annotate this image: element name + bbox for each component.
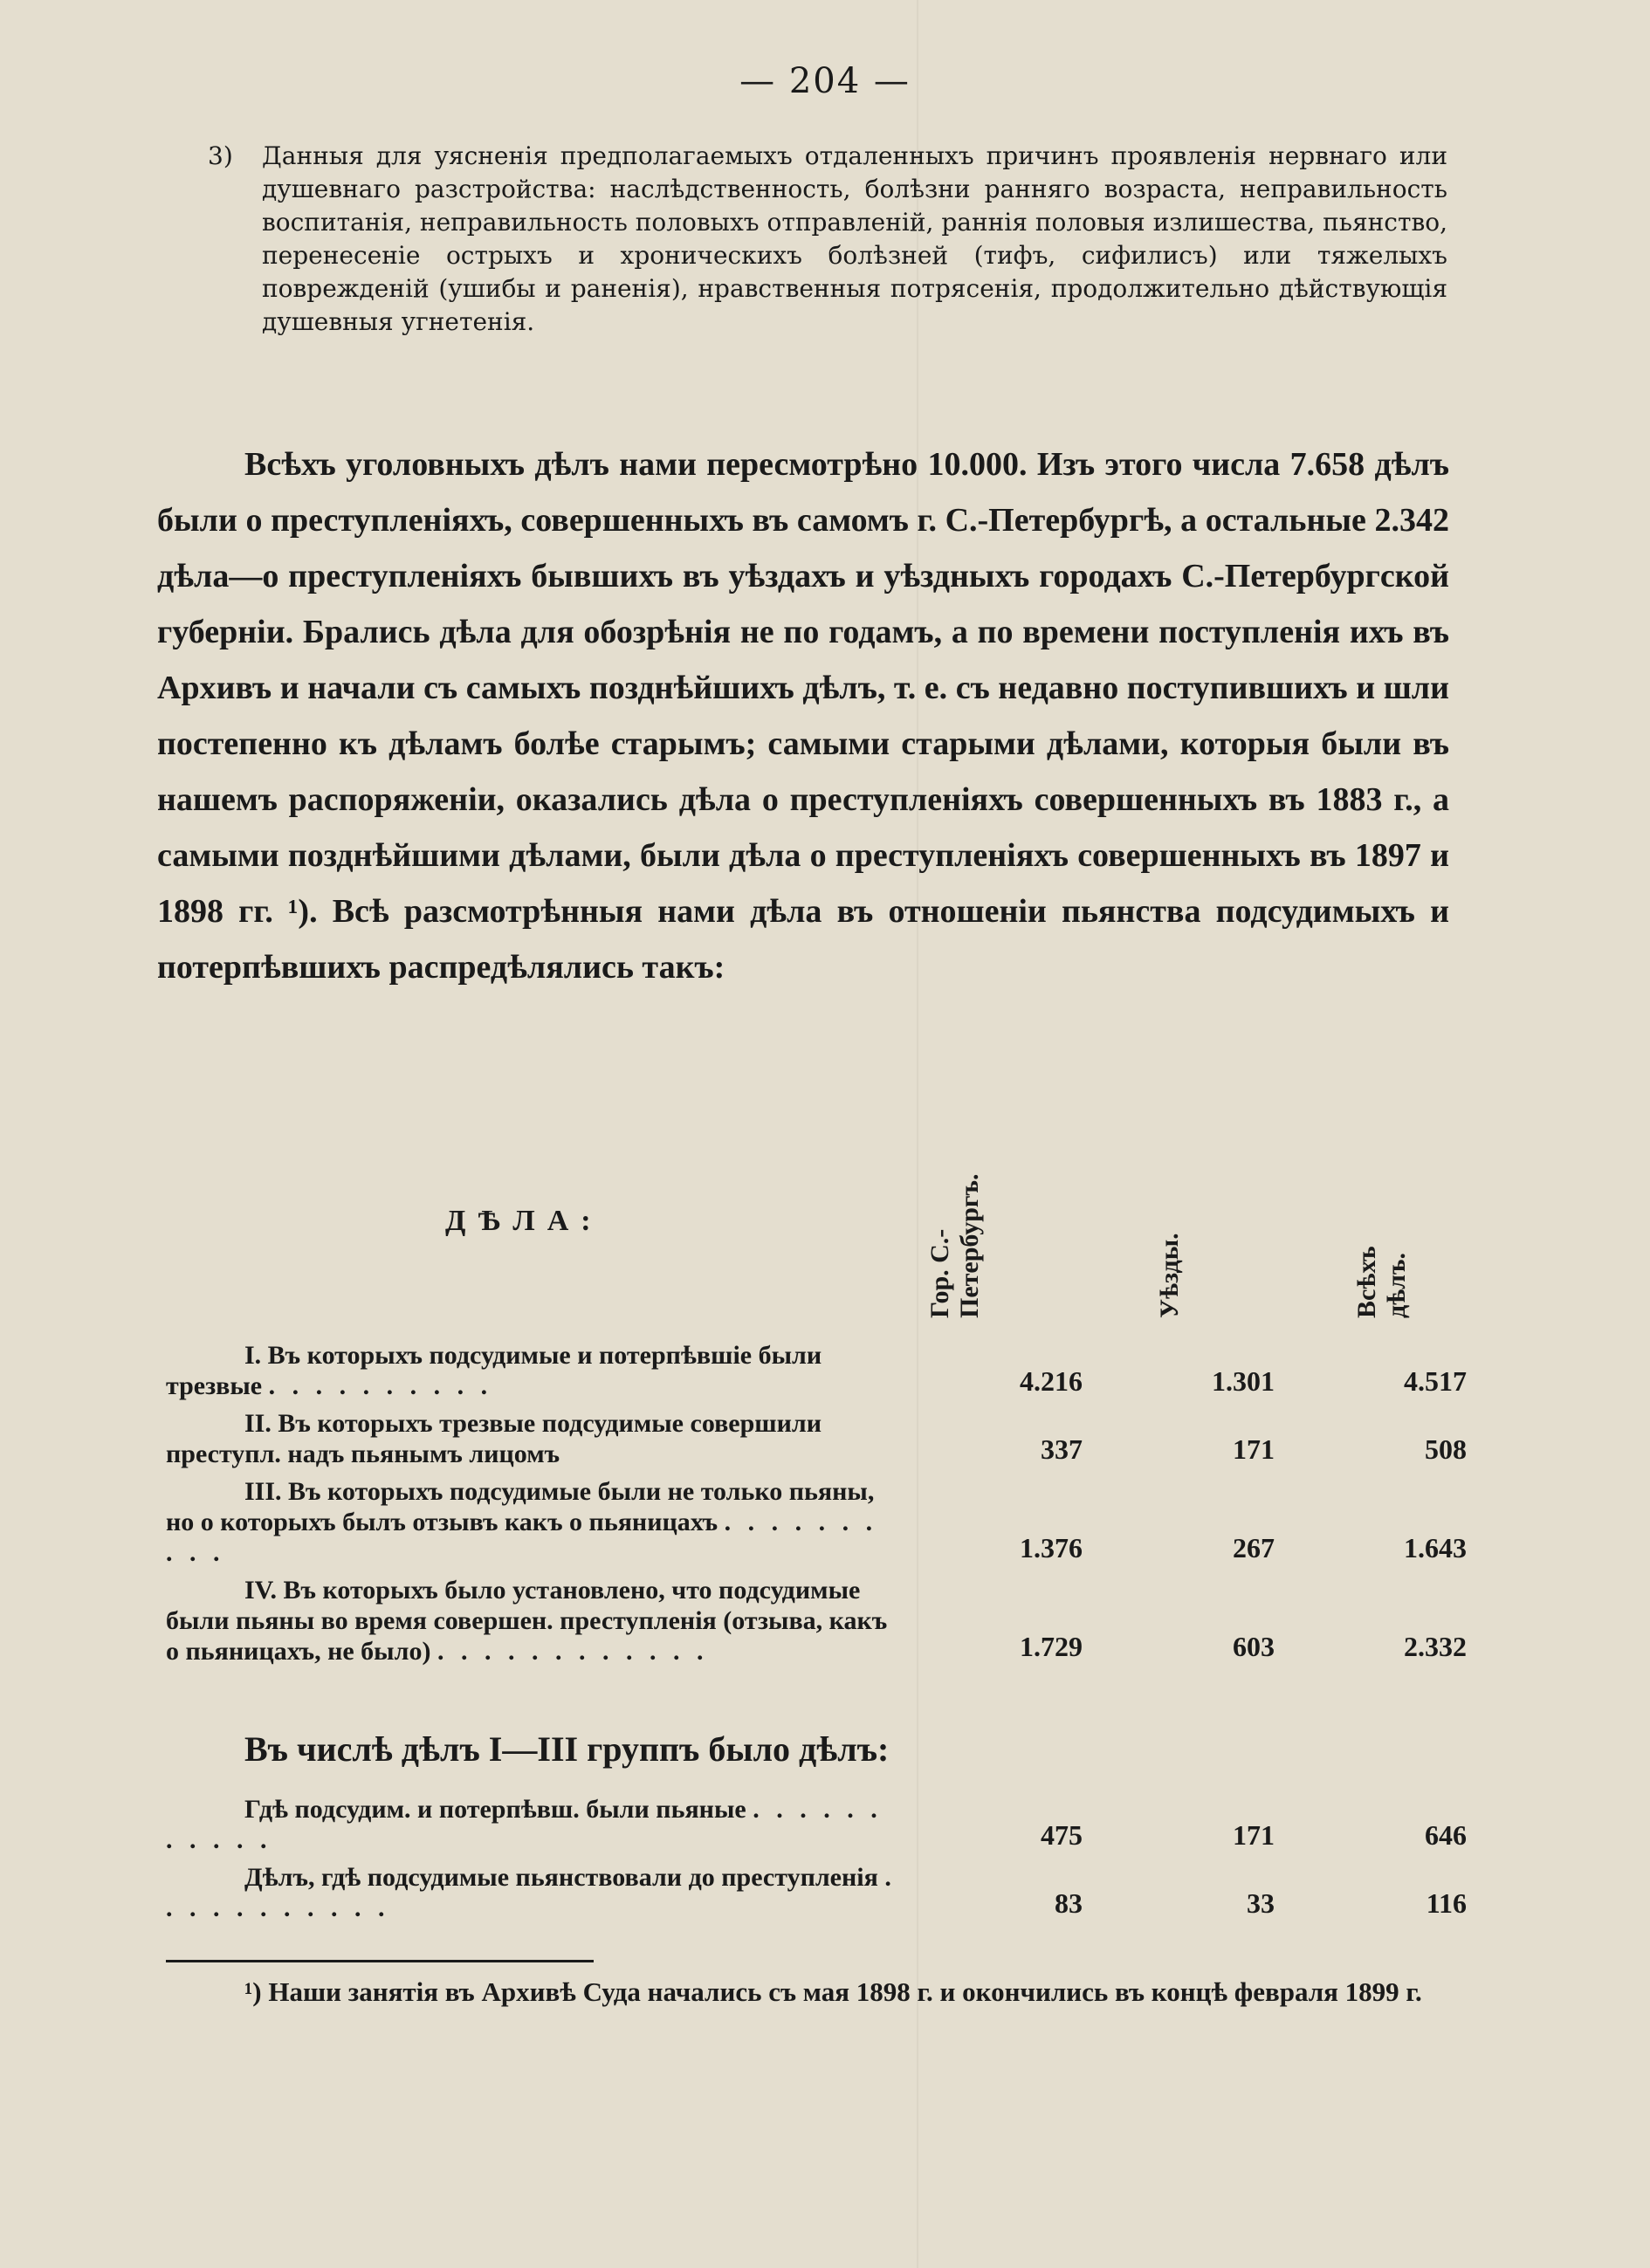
item-3-number: 3) — [208, 141, 233, 170]
row-label: IV. Въ которыхъ было установлено, что подсудимые были пьяны во время совершен. преступленія (отзыва, какъ о пьяницахъ, не было) — [166, 1576, 888, 1666]
cell-petersburg: 475 — [1041, 1819, 1083, 1851]
cell-petersburg: 4.216 — [1020, 1365, 1083, 1397]
cell-petersburg: 83 — [1055, 1887, 1083, 1919]
table-row — [166, 1862, 1467, 1930]
page-number: — 204 — — [739, 61, 911, 101]
table-header — [157, 1135, 1449, 1318]
item-3 — [208, 140, 1447, 339]
cell-petersburg: 1.729 — [1020, 1631, 1083, 1662]
table-label: ДѢЛА: — [445, 1205, 603, 1237]
column-header-total: Всѣхъ дѣлъ. — [1352, 1246, 1411, 1318]
cell-total: 4.517 — [1404, 1365, 1467, 1397]
cell-uezdy: 33 — [1247, 1887, 1275, 1919]
cell-total: 646 — [1425, 1819, 1467, 1851]
cell-total: 1.643 — [1404, 1532, 1467, 1564]
cell-total: 2.332 — [1404, 1631, 1467, 1662]
subheading: Въ числѣ дѣлъ I—III группъ было дѣлъ: — [244, 1729, 890, 1769]
table-row — [166, 1408, 1467, 1476]
statistics-table — [166, 1340, 1467, 1674]
table-row — [166, 1340, 1467, 1408]
leader-dots: . . . . . . . . . . . . — [437, 1637, 709, 1666]
main-paragraph: Всѣхъ уголовныхъ дѣлъ нами пересмотрѣно 10.000. Изъ этого числа 7.658 дѣлъ были о преступленіяхъ, совершенныхъ въ самомъ г. С.-Петербургѣ, а остальные 2.342 дѣла—о преступленіяхъ бывшихъ въ уѣздахъ и уѣздныхъ городахъ С.-Петербургской губерніи. Брались дѣла для обозрѣнія не по годамъ, а по времени поступленія ихъ въ Архивъ и начали съ самыхъ позднѣйшихъ дѣлъ, т. е. съ недавно поступившихъ и шли постепенно къ дѣламъ болѣе старымъ; самыми старыми дѣлами, которыя были въ нашемъ распоряженіи, оказались дѣла о преступленіяхъ совершенныхъ въ 1883 г., а самыми позднѣйшими дѣлами, были дѣла о преступленіяхъ совершенныхъ въ 1897 и 1898 гг. ¹). Всѣ разсмотрѣнныя нами дѣла въ отношеніи пьянства подсудимыхъ и потерпѣвшихъ распредѣлялись такъ: — [157, 446, 1449, 986]
statistics-subtable — [166, 1794, 1467, 1930]
leader-dots: . . . . . . . . . . . — [166, 1863, 897, 1922]
cell-petersburg: 1.376 — [1020, 1532, 1083, 1564]
column-header-petersburg: Гор. С.-Петербургъ. — [925, 1173, 984, 1318]
row-label: Гдѣ подсудим. и потерпѣвш. были пьяные — [244, 1795, 746, 1824]
leader-dots: . . . . . . . . . . — [166, 1508, 878, 1567]
cell-total: 508 — [1425, 1433, 1467, 1465]
leader-dots: . . . . . . . . . . . — [166, 1795, 883, 1854]
cell-uezdy: 171 — [1233, 1819, 1275, 1851]
cell-uezdy: 603 — [1233, 1631, 1275, 1662]
row-label: II. Въ которыхъ трезвые подсудимые совершили преступл. надъ пьянымъ лицомъ — [166, 1409, 822, 1468]
table-row — [166, 1794, 1467, 1862]
row-label: I. Въ которыхъ подсудимые и потерпѣвшіе были трезвые — [166, 1341, 822, 1400]
footnote-rule — [166, 1960, 594, 1962]
row-label: Дѣлъ, гдѣ подсудимые пьянствовали до преступленія — [244, 1863, 878, 1892]
cell-petersburg: 337 — [1041, 1433, 1083, 1465]
cell-total: 116 — [1426, 1887, 1467, 1919]
leader-dots: . . . . . . . . . . — [268, 1371, 493, 1400]
row-label: III. Въ которыхъ подсудимые были не только пьяны, но о которыхъ былъ отзывъ какъ о пьяницахъ — [166, 1477, 875, 1536]
table-row — [166, 1575, 1467, 1674]
column-header-uezdy: Уѣзды. — [1155, 1233, 1184, 1318]
item-3-text: Данныя для уясненія предполагаемыхъ отдаленныхъ причинъ проявленія нервнаго или душевнаго разстройства: наслѣдственность, болѣзни ранняго возраста, неправильность воспитанія, неправильность половыхъ отправленій, раннія половыя излишества, пьянство, перенесеніе острыхъ и хроническихъ болѣзней (тифъ, сифилисъ) или тяжелыхъ поврежденій (ушибы и раненія), нравственныя потрясенія, продолжительно дѣйствующія душевныя угнетенія. — [262, 141, 1447, 336]
cell-uezdy: 171 — [1233, 1433, 1275, 1465]
footnote: ¹) Наши занятія въ Архивѣ Суда начались съ мая 1898 г. и окончились въ концѣ февраля 1899 г. — [244, 1976, 1422, 2007]
table-row — [166, 1476, 1467, 1575]
cell-uezdy: 267 — [1233, 1532, 1275, 1564]
cell-uezdy: 1.301 — [1212, 1365, 1275, 1397]
